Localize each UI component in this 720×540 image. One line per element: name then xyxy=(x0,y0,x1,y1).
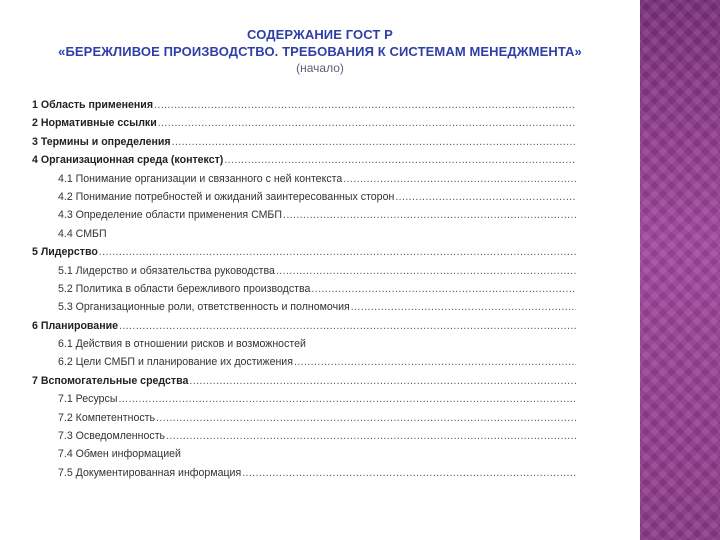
toc-entry-text: 4 Организационная среда (контекст) xyxy=(32,154,224,167)
dot-leader xyxy=(172,133,576,151)
toc-section xyxy=(32,243,576,261)
toc-subsection xyxy=(32,280,576,298)
table-of-contents xyxy=(32,96,576,482)
toc-entry-text: 7.3 Осведомленность xyxy=(58,430,166,443)
toc-entry-text: 7.4 Обмен информацией xyxy=(58,448,181,461)
toc-subsection xyxy=(32,445,576,463)
dot-leader xyxy=(118,390,576,408)
toc-entry-text: 2 Нормативные ссылки xyxy=(32,117,157,130)
dot-leader xyxy=(154,96,576,114)
dot-leader xyxy=(99,243,576,261)
toc-entry-text: 7.1 Ресурсы xyxy=(58,393,118,406)
toc-subsection xyxy=(32,188,576,206)
toc-entry-text: 5.3 Организационные роли, ответственность и полномочия xyxy=(58,301,350,314)
toc-entry-text: 4.1 Понимание организации и связанного с ней контекста xyxy=(58,172,343,185)
dot-leader xyxy=(311,280,576,298)
dot-leader xyxy=(158,114,576,132)
toc-entry-text: 3 Термины и определения xyxy=(32,135,171,148)
dot-leader xyxy=(189,372,576,390)
title-line-2: «БЕРЕЖЛИВОЕ ПРОИЗВОДСТВО. ТРЕБОВАНИЯ К СИСТЕМАМ МЕНЕДЖМЕНТА» xyxy=(58,44,582,59)
toc-entry-text: 6.1 Действия в отношении рисков и возможностей xyxy=(58,338,306,351)
toc-section xyxy=(32,114,576,132)
toc-subsection xyxy=(32,335,576,353)
dot-leader xyxy=(294,353,576,371)
toc-section xyxy=(32,317,576,335)
toc-subsection xyxy=(32,225,576,243)
dot-leader xyxy=(276,262,576,280)
dot-leader xyxy=(166,427,576,445)
decorative-side-band xyxy=(640,0,720,540)
toc-subsection xyxy=(32,409,576,427)
title-line-1: СОДЕРЖАНИЕ ГОСТ Р xyxy=(247,27,393,42)
toc-subsection xyxy=(32,170,576,188)
toc-entry-text: 7.2 Компетентность xyxy=(58,411,156,424)
title-block xyxy=(20,26,620,76)
toc-subsection xyxy=(32,390,576,408)
toc-entry-text: 4.3 Определение области применения СМБП xyxy=(58,209,282,222)
toc-entry-text: 1 Область применения xyxy=(32,99,154,111)
toc-entry-text: 5.1 Лидерство и обязательства руководства xyxy=(58,264,275,277)
toc-section xyxy=(32,151,576,169)
toc-entry-text: 7.5 Документированная информация xyxy=(58,466,242,479)
toc-subsection xyxy=(32,464,576,482)
dot-leader xyxy=(119,317,576,335)
dot-leader xyxy=(351,298,576,316)
dot-leader xyxy=(224,151,576,169)
dot-leader xyxy=(156,409,576,427)
toc-subsection xyxy=(32,262,576,280)
toc-section xyxy=(32,96,576,114)
dot-leader xyxy=(283,206,576,224)
toc-entry-text: 5 Лидерство xyxy=(32,246,98,259)
toc-subsection xyxy=(32,206,576,224)
toc-subsection xyxy=(32,427,576,445)
dot-leader xyxy=(395,188,576,206)
toc-section xyxy=(32,372,576,390)
toc-subsection xyxy=(32,353,576,371)
toc-entry-text: 5.2 Политика в области бережливого производства xyxy=(58,282,311,295)
toc-entry-text: 7 Вспомогательные средства xyxy=(32,374,189,387)
toc-subsection xyxy=(32,298,576,316)
subtitle: (начало) xyxy=(296,61,344,75)
toc-entry-text: 6.2 Цели СМБП и планирование их достижения xyxy=(58,356,293,369)
toc-entry-text: 4.2 Понимание потребностей и ожиданий заинтересованных сторон xyxy=(58,190,395,203)
toc-entry-text: 6 Планирование xyxy=(32,319,118,332)
dot-leader xyxy=(242,464,576,482)
dot-leader xyxy=(343,170,576,188)
toc-section xyxy=(32,133,576,151)
toc-entry-text: 4.4 СМБП xyxy=(58,227,107,240)
